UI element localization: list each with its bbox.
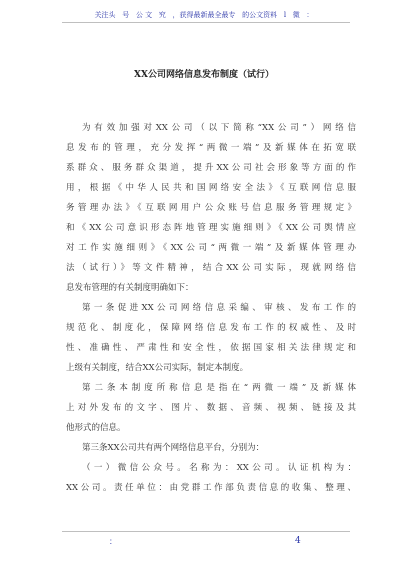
body-line: 上对外发布的文字、图片、数据、音频、视频、链接及其 (66, 403, 356, 413)
body-line: （一）微信公众号。名称为：XX公司。认证机构为： (82, 463, 356, 473)
body-line: 上级有关制度，结合XX公司实际，制定本制度。 (66, 363, 249, 373)
body-line: XX公司。责任单位：由党群工作部负责信息的收集、整理、 (66, 483, 356, 493)
body-line: 性、准确性、严肃性和安全性，依据国家相关法律规定和 (66, 343, 356, 353)
body-line: 第一条促进XX公司网络信息采编、审核、发布工作的 (82, 303, 356, 313)
body-line: 息发布管理的有关制度明确如下： (66, 283, 194, 293)
body-line: 用，根据《中华人民共和国网络安全法》《互联网信息服 (66, 183, 356, 193)
body-line: 系群众、服务群众渠道，提升XX公司社会形象等方面的作 (66, 163, 356, 173)
document-title: XX公司网络信息发布制度（试行） (134, 70, 274, 80)
body-line: 规范化、制度化，保障网络信息发布工作的权威性、及时 (66, 323, 356, 333)
body-line: 和《XX公司意识形态阵地管理实施细则》《XX公司舆情应 (66, 223, 356, 233)
body-line: 法（试行）》等文件精神，结合XX公司实际，现就网络信 (66, 263, 356, 273)
body-line: 务管理办法》《互联网用户公众账号信息服务管理规定》 (66, 203, 356, 213)
header-rule (62, 22, 350, 23)
page-number: 4 (295, 536, 301, 546)
body-line: 对工作实施细则》《XX公司“两微一端”及新媒体管理办 (66, 243, 356, 253)
footer-mark: ： (109, 537, 117, 546)
footer-rule (62, 531, 350, 532)
body-line: 第三条XX公司共有两个网络信息平台，分别为： (82, 443, 265, 453)
body-line: 为有效加强对XX公司（以下简称“XX公司”）网络信 (82, 123, 356, 133)
body-line: 息发布的管理，充分发挥“两微一端”及新媒体在拓宽联 (66, 143, 356, 153)
body-line: 第二条本制度所称信息是指在“两微一端”及新媒体 (82, 383, 356, 393)
header-banner[interactable]: 关注头 号 公 文 究 ，获得最新最全最专 的公文资料 l 微 ： (94, 11, 314, 19)
body-line: 他形式的信息。 (66, 423, 126, 433)
document-body (66, 118, 356, 498)
